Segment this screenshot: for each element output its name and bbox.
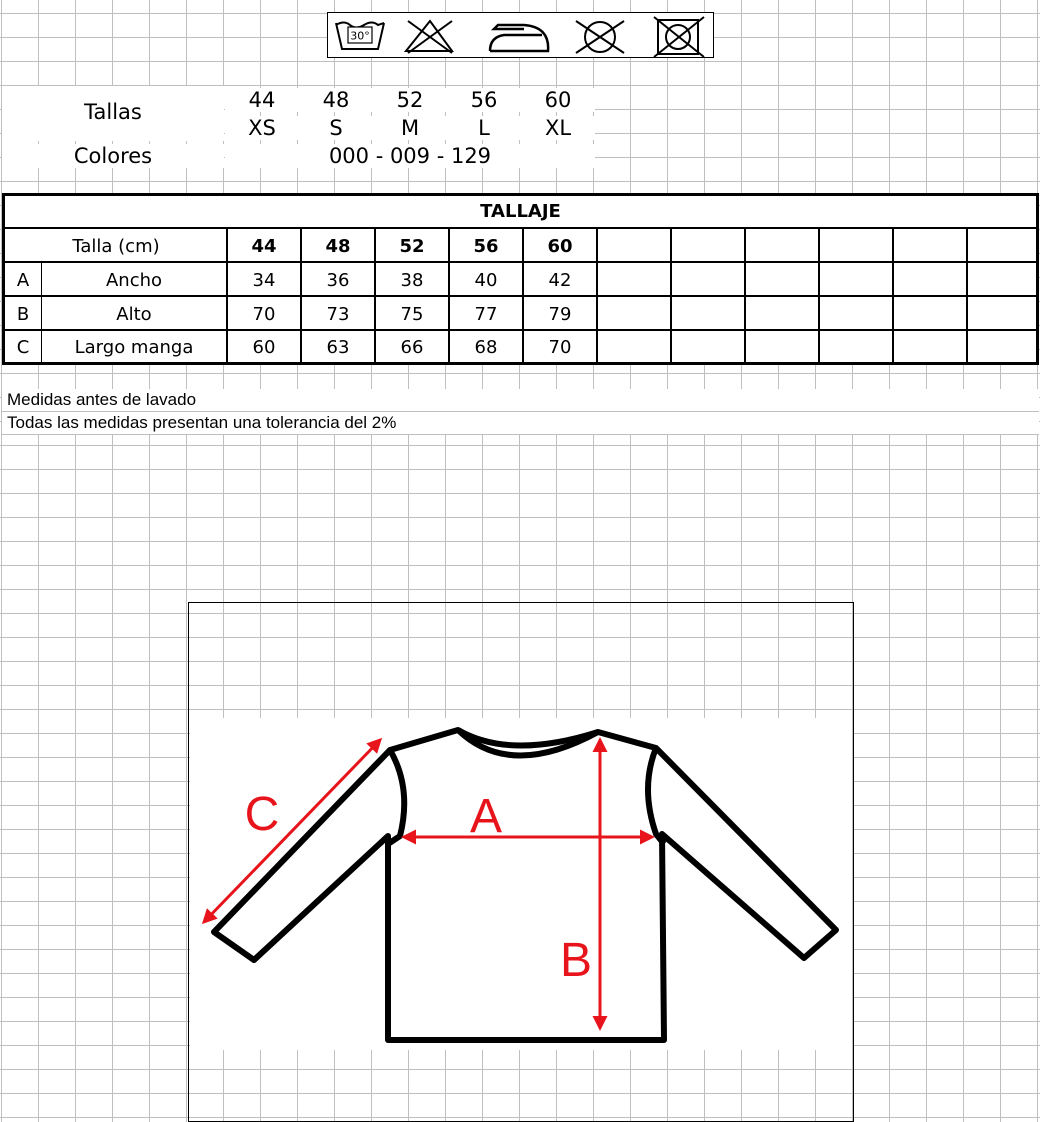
size-num: 56 (447, 88, 521, 112)
row-name: Ancho (105, 269, 163, 291)
table-cell: 38 (400, 269, 424, 291)
table-cell: 70 (252, 303, 276, 325)
row-code: A (16, 269, 30, 291)
table-cell: 68 (474, 337, 498, 358)
size-letter: M (373, 116, 447, 140)
table-cell: 42 (548, 269, 572, 291)
size-header: 44 (251, 235, 277, 257)
size-num: 60 (521, 88, 595, 112)
table-grid-lines (5, 227, 1036, 362)
no-bleach-icon (406, 21, 452, 53)
size-num: 52 (373, 88, 447, 112)
table-cell: 40 (474, 269, 498, 291)
arrow-c (204, 740, 380, 922)
table-cell: 75 (400, 303, 424, 325)
note-line: Medidas antes de lavado (2, 389, 1039, 412)
no-tumble-dry-icon (654, 17, 704, 57)
table-cell: 34 (252, 269, 276, 291)
table-cell: 79 (548, 303, 572, 325)
svg-text:30°: 30° (350, 29, 370, 43)
no-dry-clean-icon (576, 21, 624, 53)
size-letter: S (299, 116, 373, 140)
tallas-label: Tallas (84, 100, 142, 124)
sweater-measurement-figure (190, 718, 852, 1050)
size-num: 44 (225, 88, 299, 112)
size-header: 60 (547, 235, 573, 257)
label-c: C (244, 788, 280, 841)
row-name: Alto (116, 303, 152, 325)
wash-30-icon (336, 23, 384, 50)
table-cell: 73 (326, 303, 350, 325)
size-letter: XL (521, 116, 595, 140)
table-cell: 63 (326, 337, 350, 358)
row-name: Largo manga (74, 337, 194, 358)
table-cell: 36 (326, 269, 350, 291)
table-title: TALLAJE (480, 201, 561, 222)
label-b: B (559, 934, 593, 987)
table-cell: 66 (400, 337, 424, 358)
table-title-row (5, 196, 1036, 227)
colores-label: Colores (2, 144, 224, 168)
size-letter: L (447, 116, 521, 140)
size-header: 52 (399, 235, 425, 257)
size-letter: XS (225, 116, 299, 140)
table-cell: 70 (548, 337, 572, 358)
iron-icon (490, 25, 548, 51)
note-line: Todas las medidas presentan una tolerancia del 2% (2, 412, 1039, 435)
size-label: Talla (cm) (72, 235, 160, 257)
table-cell: 77 (474, 303, 498, 325)
table-cell: 60 (252, 337, 276, 358)
sweater-outline (214, 730, 836, 1040)
size-header: 56 (473, 235, 499, 257)
label-a: A (469, 790, 503, 843)
row-code: C (16, 337, 30, 358)
size-num: 48 (299, 88, 373, 112)
care-icons-strip (327, 12, 714, 58)
size-header: 48 (325, 235, 351, 257)
size-table (2, 193, 1039, 365)
row-code: B (16, 303, 30, 325)
notes (2, 389, 1039, 435)
colors-value: 000 - 009 - 129 (225, 144, 595, 168)
